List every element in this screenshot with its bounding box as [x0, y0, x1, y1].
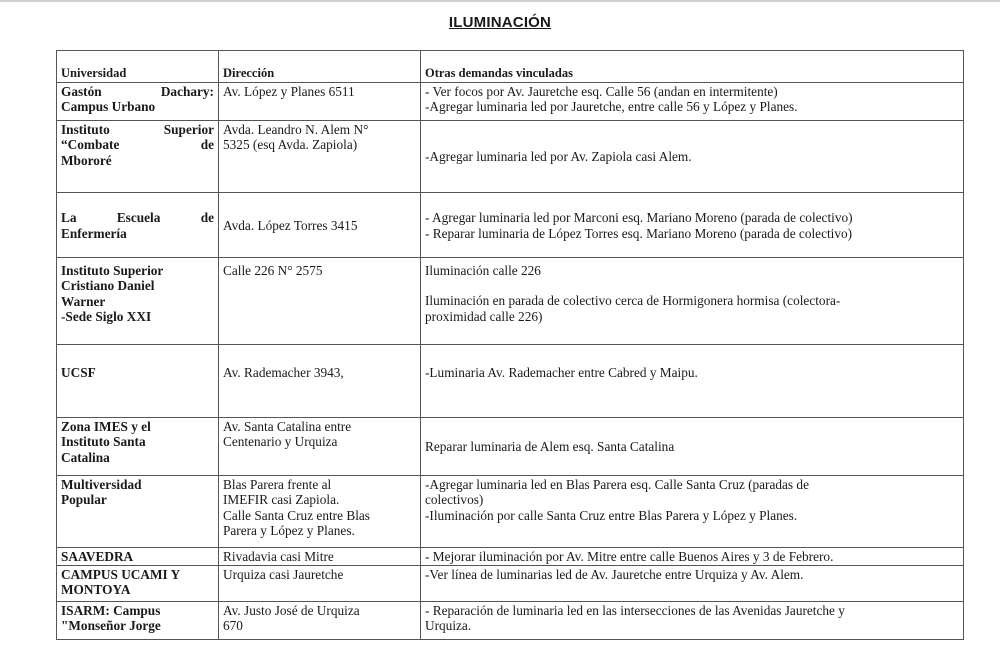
cell-line — [61, 210, 214, 225]
cell-line: Popular — [61, 492, 107, 508]
cell-universidad — [57, 566, 219, 602]
cell-line: proximidad calle 226) — [425, 308, 543, 324]
cell-line: Reparar luminaria de Alem esq. Santa Catalina — [425, 439, 675, 455]
cell-line: - Mejorar iluminación por Av. Mitre entre calle Buenos Aires y 3 de Febrero. — [425, 549, 834, 564]
cell-line: Instituto Santa — [61, 434, 146, 450]
cell-line: Rivadavia casi Mitre — [223, 549, 334, 564]
cell-line: Campus Urbano — [61, 99, 156, 115]
cell-word: de — [200, 210, 214, 226]
cell-line: -Luminaria Av. Rademacher entre Cabred y Maipu. — [425, 365, 698, 380]
column-header-demandas: Otras demandas vinculadas — [421, 51, 964, 83]
cell-line: colectivos) — [425, 492, 484, 508]
cell-demandas — [421, 83, 964, 121]
cell-line: - Agregar luminaria led por Marconi esq. Mariano Moreno (parada de colectivo) — [425, 210, 853, 226]
cell-word: Superior — [163, 122, 214, 137]
cell-line: Zona IMES y el — [61, 419, 151, 434]
cell-word: La — [61, 210, 77, 226]
cell-line: -Agregar luminaria led por Av. Zapiola casi Alem. — [425, 149, 692, 165]
cell-demandas — [421, 193, 964, 258]
cell-line: - Reparar luminaria de López Torres esq. Mariano Moreno (parada de colectivo) — [425, 225, 853, 241]
cell-line: 670 — [223, 618, 243, 634]
table-row — [57, 83, 964, 121]
cell-line: -Agregar luminaria led por Jauretche, entre calle 56 y López y Planes. — [425, 99, 798, 115]
cell-word: Instituto — [61, 122, 110, 137]
column-header-direccion: Dirección — [219, 51, 421, 83]
cell-direccion — [219, 476, 421, 548]
cell-direccion — [219, 345, 421, 418]
line-gap — [425, 278, 959, 293]
cell-line: SAAVEDRA — [61, 549, 134, 564]
cell-line — [61, 84, 214, 99]
cell-demandas — [421, 548, 964, 566]
table-row — [57, 418, 964, 476]
cell-demandas — [421, 121, 964, 193]
column-header-universidad: Universidad — [57, 51, 219, 83]
cell-direccion — [219, 602, 421, 640]
cell-universidad — [57, 602, 219, 640]
cell-line: Av. López y Planes 6511 — [223, 84, 355, 99]
cell-line: Iluminación calle 226 — [425, 263, 541, 278]
cell-line: Mbororé — [61, 152, 112, 168]
cell-direccion — [219, 418, 421, 476]
cell-direccion — [219, 548, 421, 566]
cell-line: -Sede Siglo XXI — [61, 308, 152, 324]
cell-word: de — [200, 137, 214, 153]
table-row — [57, 258, 964, 345]
cell-line: Av. Justo José de Urquiza — [223, 603, 360, 618]
cell-demandas — [421, 566, 964, 602]
cell-universidad — [57, 345, 219, 418]
cell-line: Avda. Leandro N. Alem N° — [223, 122, 369, 137]
cell-line: 5325 (esq Avda. Zapiola) — [223, 137, 358, 153]
cell-word: “Combate — [61, 137, 120, 153]
cell-universidad — [57, 121, 219, 193]
cell-line: Blas Parera frente al — [223, 477, 332, 492]
cell-universidad — [57, 418, 219, 476]
table-row — [57, 566, 964, 602]
cell-line: -Agregar luminaria led en Blas Parera esq. Calle Santa Cruz (paradas de — [425, 477, 809, 492]
table-row — [57, 602, 964, 640]
cell-direccion — [219, 121, 421, 193]
table-row — [57, 193, 964, 258]
cell-demandas — [421, 345, 964, 418]
cell-demandas — [421, 418, 964, 476]
cell-line: Parera y López y Planes. — [223, 522, 355, 538]
cell-demandas — [421, 258, 964, 345]
cell-line: Avda. López Torres 3415 — [223, 217, 358, 233]
cell-direccion — [219, 566, 421, 602]
table-row — [57, 476, 964, 548]
table-row — [57, 121, 964, 193]
lighting-demands-table — [56, 50, 964, 640]
cell-line: Av. Santa Catalina entre — [223, 419, 352, 434]
cell-universidad — [57, 83, 219, 121]
page-title: ILUMINACIÓN — [448, 14, 552, 31]
table-row — [57, 548, 964, 566]
cell-line — [61, 122, 214, 137]
cell-line: Av. Rademacher 3943, — [223, 365, 344, 380]
cell-line: -Iluminación por calle Santa Cruz entre Blas Parera y López y Planes. — [425, 507, 798, 523]
cell-line: Iluminación en parada de colectivo cerca de Hormigonera hormisa (colectora- — [425, 293, 841, 309]
cell-line: Urquiza. — [425, 618, 472, 634]
cell-line: Calle 226 N° 2575 — [223, 263, 323, 278]
page-top-border — [0, 0, 1000, 2]
cell-universidad — [57, 258, 219, 345]
cell-direccion — [219, 83, 421, 121]
cell-line: Instituto Superior — [61, 263, 164, 278]
cell-word: Dachary: — [160, 84, 214, 99]
table-row — [57, 345, 964, 418]
cell-line: Multiversidad — [61, 477, 142, 492]
cell-word: Gastón — [61, 84, 102, 99]
cell-line — [61, 137, 214, 152]
cell-line: Urquiza casi Jauretche — [223, 567, 344, 582]
cell-line: -Ver línea de luminarias led de Av. Jauretche entre Urquiza y Av. Alem. — [425, 567, 804, 582]
cell-line: IMEFIR casi Zapiola. — [223, 492, 340, 508]
cell-direccion — [219, 193, 421, 258]
cell-line: MONTOYA — [61, 582, 131, 598]
cell-line: Calle Santa Cruz entre Blas — [223, 507, 370, 523]
cell-line: Enfermería — [61, 225, 127, 241]
cell-universidad — [57, 548, 219, 566]
cell-line: CAMPUS UCAMI Y — [61, 567, 181, 582]
cell-word: Escuela — [116, 210, 161, 226]
cell-line: - Reparación de luminaria led en las intersecciones de las Avenidas Jauretche y — [425, 603, 845, 618]
cell-line: Warner — [61, 293, 106, 309]
cell-universidad — [57, 193, 219, 258]
cell-line: UCSF — [61, 365, 96, 380]
cell-direccion — [219, 258, 421, 345]
cell-demandas — [421, 476, 964, 548]
cell-line: ISARM: Campus — [61, 603, 161, 618]
cell-line: Centenario y Urquiza — [223, 434, 338, 450]
cell-line: "Monseñor Jorge — [61, 618, 161, 634]
cell-line: Catalina — [61, 449, 110, 465]
cell-line: - Ver focos por Av. Jauretche esq. Calle 56 (andan en intermitente) — [425, 84, 778, 99]
cell-demandas — [421, 602, 964, 640]
cell-universidad — [57, 476, 219, 548]
cell-line: Cristiano Daniel — [61, 278, 155, 294]
table-header-row — [57, 51, 964, 83]
